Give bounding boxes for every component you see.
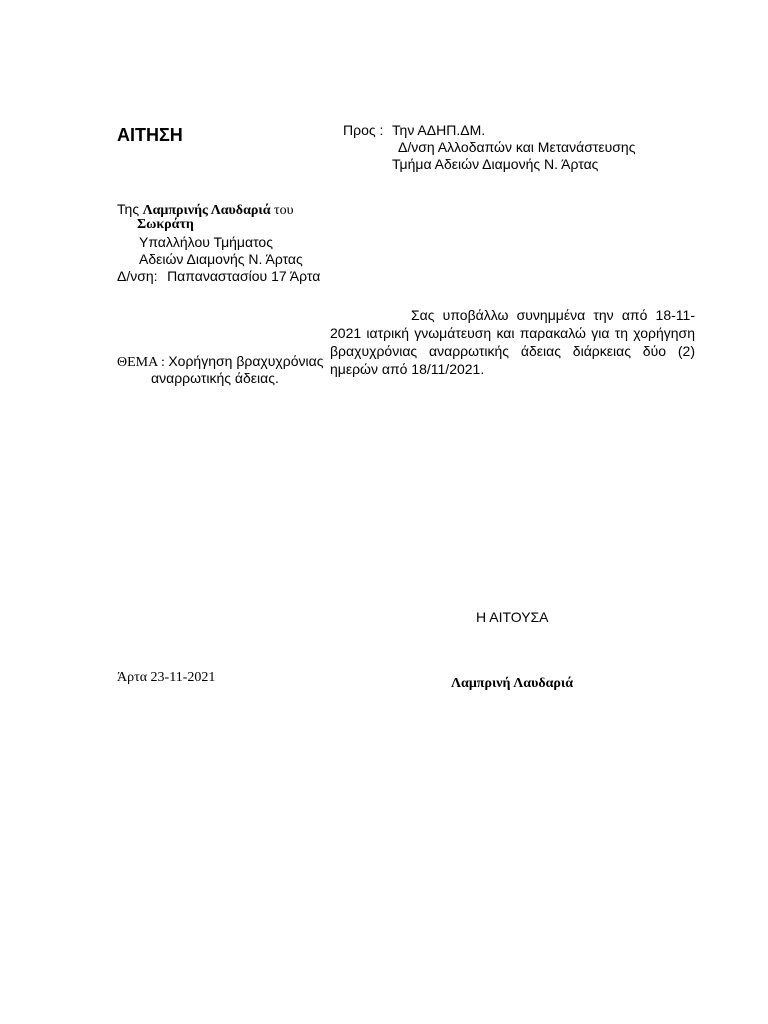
subject-text-2: αναρρωτικής άδειας.: [151, 370, 279, 386]
recipient-line-2: Δ/νση Αλλοδαπών και Μετανάστευσης: [398, 139, 636, 155]
sender-address: Παπαναστασίου 17 Άρτα: [167, 268, 321, 284]
body-text: Σας υποβάλλω συνημμένα την από 18-11-2021 ιατρική γνωμάτευση και παρακαλώ για τη χορήγηση βραχυχρόνιας αναρρωτικής άδειας διάρκειας δύο (2) ημερών από 18/11/2021.: [330, 307, 695, 377]
sender-address-line: [117, 268, 320, 286]
sender-address-label: Δ/νση:: [117, 268, 158, 284]
sender-role-line-1: Υπαλλήλου Τμήματος: [139, 234, 273, 250]
sender-name: Λαμπρινής Λαυδαριά: [142, 203, 271, 218]
sender-father: Σωκράτη: [137, 217, 194, 232]
subject-line-1: [117, 353, 324, 371]
sender-connector: του: [274, 203, 294, 218]
signature-title: Η ΑΙΤΟΥΣΑ: [476, 609, 549, 625]
recipient-prefix: Προς :: [343, 122, 384, 138]
recipient-line-1: Την ΑΔΗΠ.ΔΜ.: [392, 122, 486, 138]
sender-prefix: Της: [117, 201, 140, 217]
sender-role-line-2: Αδειών Διαμονής Ν. Άρτας: [139, 251, 303, 267]
place-date: Άρτα 23-11-2021: [117, 670, 216, 685]
subject-text-1: Χορήγηση βραχυχρόνιας: [168, 353, 324, 369]
body-paragraph: [330, 306, 695, 378]
subject-label: ΘΕΜΑ :: [117, 355, 165, 370]
signature-name: Λαμπρινή Λαυδαριά: [451, 676, 574, 691]
recipient-line-3: Τμήμα Αδειών Διαμονής Ν. Άρτας: [392, 156, 599, 172]
document-title: ΑΙΤΗΣΗ: [117, 125, 183, 145]
